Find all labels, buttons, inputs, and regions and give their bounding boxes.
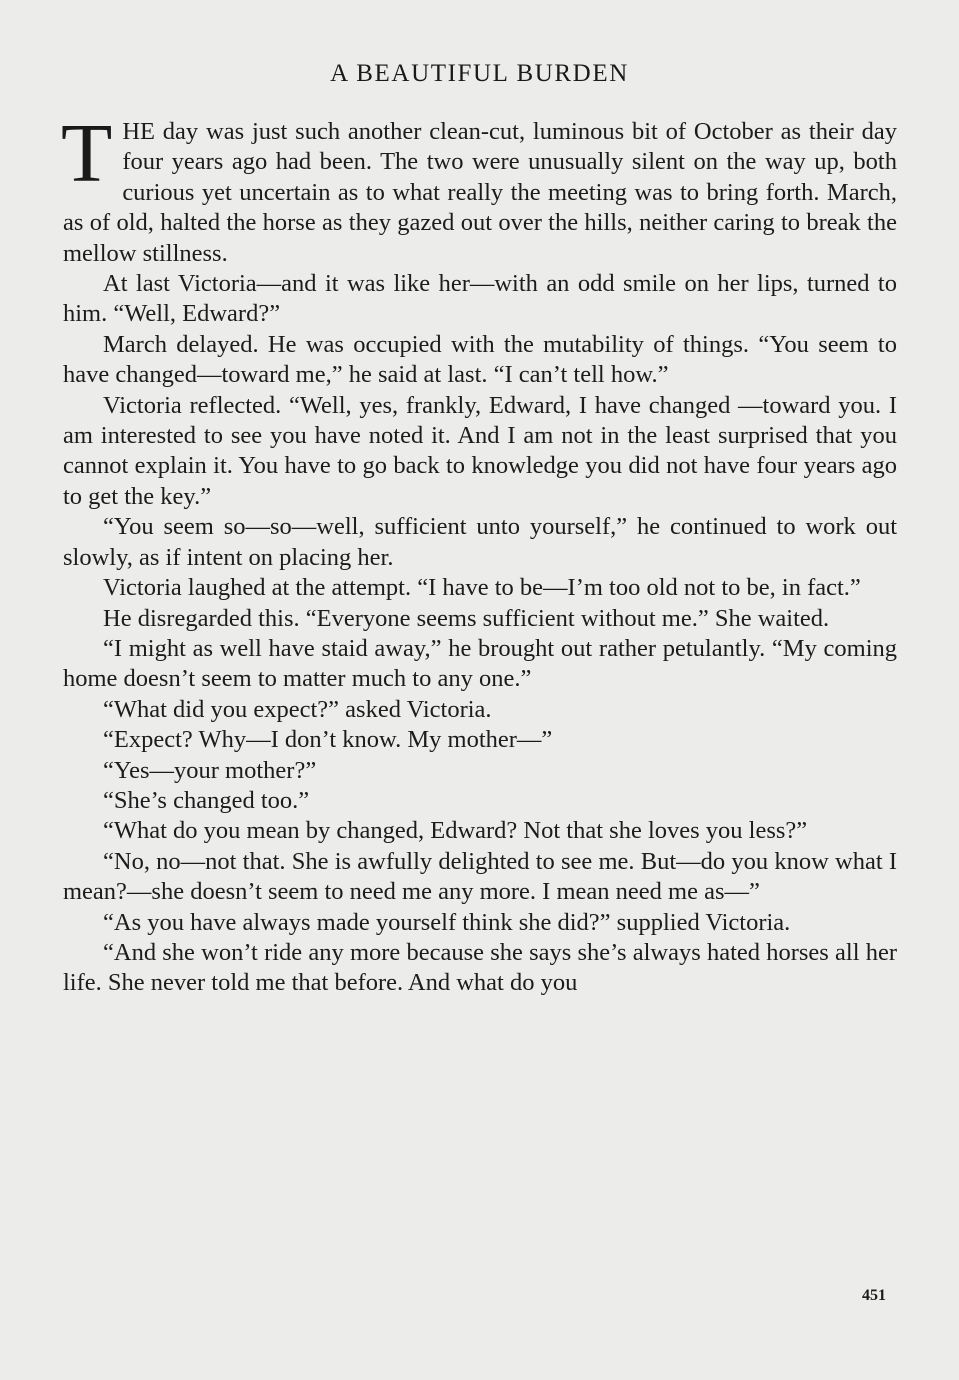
paragraph: “Yes—your mother?” [103, 756, 317, 784]
paragraph: He disregarded this. “Everyone seems sufficient without me.” She waited. [103, 604, 830, 632]
paragraph: “You seem so—so—well, sufficient unto yourself,” he continued to work out slowly, as if intent on placing her. [63, 513, 897, 571]
chapter-title: A BEAUTIFUL BURDEN [330, 60, 629, 87]
drop-cap: T [61, 107, 113, 200]
paragraph: At last Victoria—and it was like her—with an odd smile on her lips, turned to him. “Well, Edward?” [63, 270, 897, 328]
paragraph: “What do you mean by changed, Edward? Not that she loves you less?” [103, 817, 808, 845]
paragraph: “And she won’t ride any more because she says she’s always hated horses all her life. She never told me that before. And what do you [63, 938, 897, 997]
body-text [61, 107, 897, 999]
paragraph: “No, no—not that. She is awfully delighted to see me. But—do you know what I mean?—she doesn’t seem to need me any more. I mean need me as—” [63, 847, 897, 906]
paragraph: “Expect? Why—I don’t know. My mother—” [103, 726, 553, 754]
paragraph: “As you have always made yourself think she did?” supplied Victoria. [103, 908, 791, 936]
paragraph: “What did you expect?” asked Victoria. [103, 695, 492, 723]
paragraph: “I might as well have staid away,” he brought out rather petulantly. “My coming home doesn’t seem to matter much to any one.” [63, 634, 897, 693]
paragraph [61, 107, 897, 269]
paragraph: “She’s changed too.” [103, 786, 310, 814]
paragraph-text: HE day was just such another clean-cut, luminous bit of October as their day four years ago had been. The two were unusually silent on the way up, both curious yet uncertain as to what really the meeting was to bring forth. March, as of old, halted the horse as they gazed out over the hills, neither caring to break the mellow stillness. [63, 118, 897, 267]
paragraph: March delayed. He was occupied with the mutability of things. “You seem to have changed—toward me,” he said at last. “I can’t tell how.” [63, 330, 897, 389]
page-number: 451 [862, 1287, 886, 1304]
paragraph: Victoria reflected. “Well, yes, frankly, Edward, I have changed —toward you. I am interested to see you have noted it. And I am not in the least surprised that you cannot explain it. You have to go back to knowledge you did not have four years ago to get the key.” [63, 391, 897, 510]
paragraph: Victoria laughed at the attempt. “I have to be—I’m too old not to be, in fact.” [103, 574, 861, 602]
